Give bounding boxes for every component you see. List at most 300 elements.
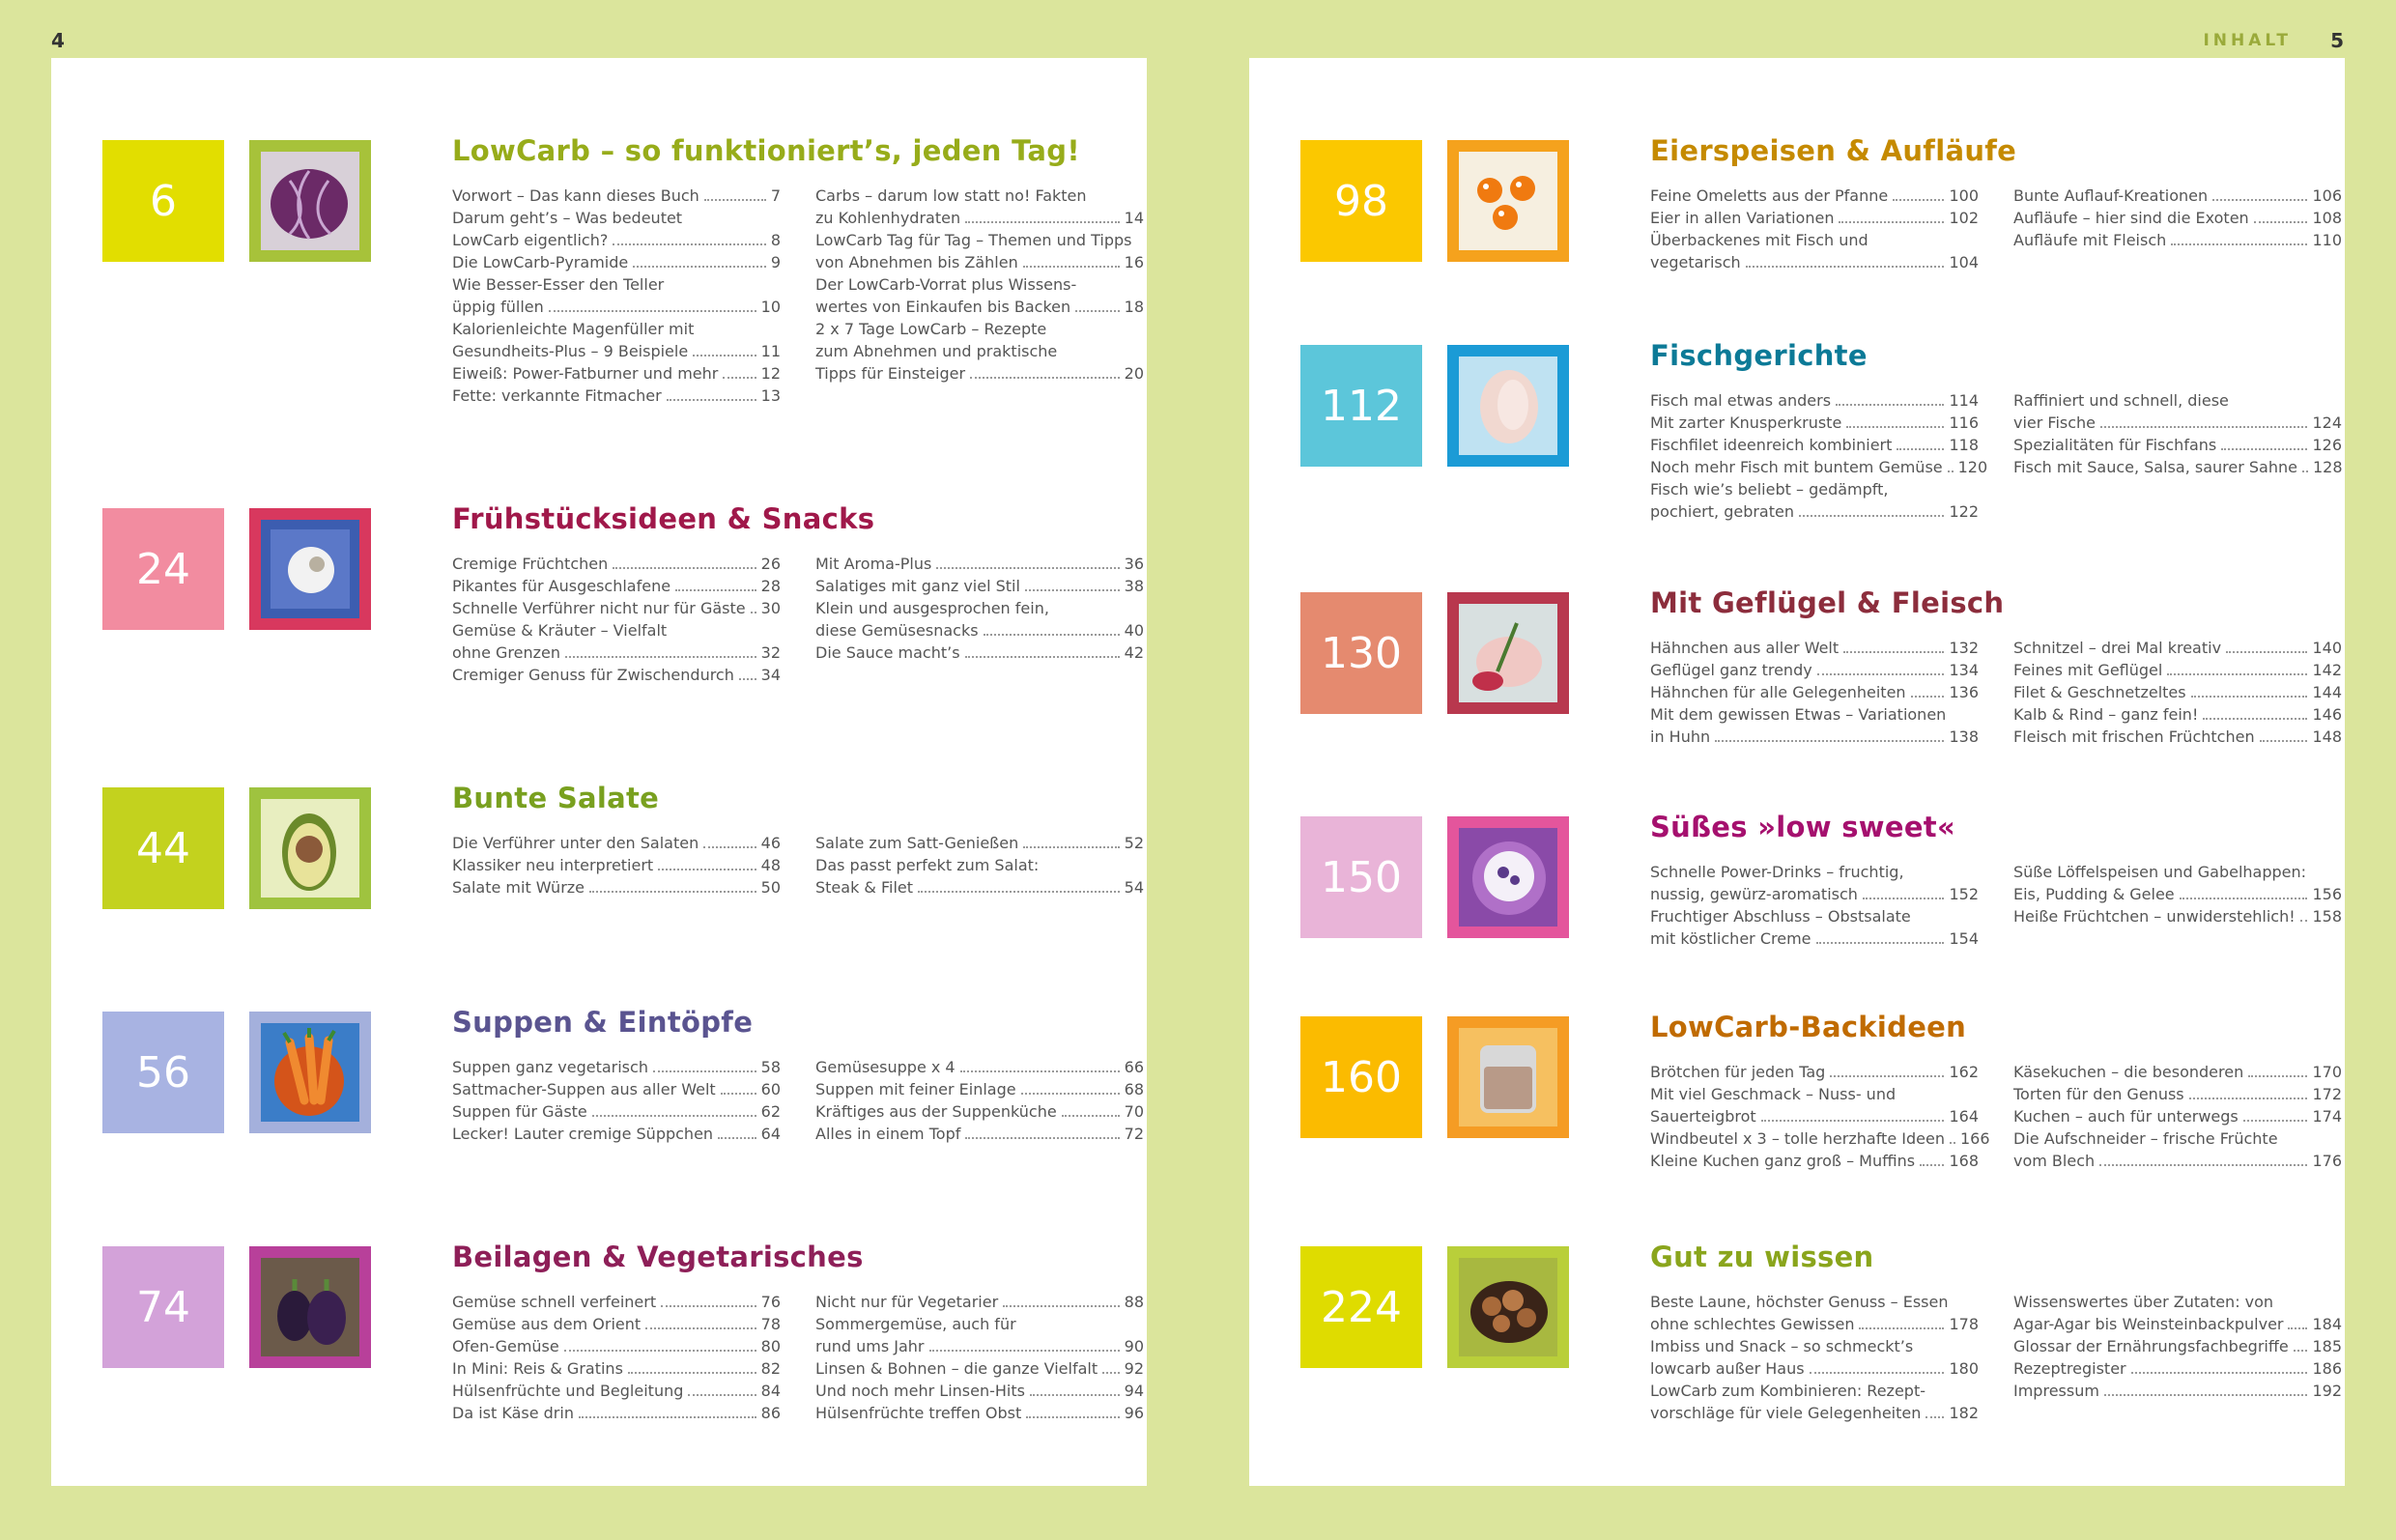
- toc-entry-title: Steak & Filet: [815, 878, 914, 897]
- dot-leader: [2167, 673, 2307, 675]
- toc-entry[interactable]: [1650, 659, 1979, 681]
- dot-leader: [1810, 1372, 1945, 1374]
- page-number-left: 4: [51, 29, 65, 52]
- toc-entry[interactable]: [815, 1357, 1144, 1380]
- dot-leader: [960, 1070, 1120, 1072]
- dot-leader: [1843, 651, 1944, 653]
- dot-leader: [2243, 1120, 2308, 1122]
- toc-entry-page: 46: [760, 834, 781, 852]
- toc-entry[interactable]: [1650, 726, 1979, 748]
- toc-entry[interactable]: [1650, 389, 1979, 412]
- toc-entry[interactable]: [1650, 1380, 1979, 1402]
- toc-entry-title: Mit dem gewissen Etwas – Variationen: [1650, 705, 1947, 724]
- toc-column: [2013, 1061, 2342, 1172]
- dot-leader: [2131, 1372, 2308, 1374]
- toc-entry[interactable]: [2013, 1291, 2342, 1313]
- chapter-page-number[interactable]: 98: [1300, 140, 1422, 262]
- toc-entry-page: 100: [1949, 186, 1979, 205]
- toc-entry-title: Sauerteigbrot: [1650, 1107, 1756, 1126]
- toc-entry[interactable]: [2013, 1061, 2342, 1083]
- toc-entry-title: Kalb & Rind – ganz fein!: [2013, 705, 2199, 724]
- toc-entry[interactable]: [452, 876, 781, 898]
- toc-entry[interactable]: [2013, 1105, 2342, 1127]
- toc-entry-page: 36: [1124, 555, 1144, 573]
- chapter-page-number[interactable]: 44: [102, 787, 224, 909]
- toc-entry-page: 64: [760, 1125, 781, 1143]
- toc-entry[interactable]: [815, 1078, 1144, 1100]
- toc-entry[interactable]: [452, 1056, 781, 1078]
- chapter-page-number[interactable]: 160: [1300, 1016, 1422, 1138]
- dot-leader: [2302, 471, 2308, 472]
- chapter-page-number[interactable]: 56: [102, 1012, 224, 1133]
- toc-section-gut-zu-wissen: [1300, 1241, 2342, 1422]
- toc-entry-title: vom Blech: [2013, 1152, 2096, 1170]
- toc-entry[interactable]: [452, 1291, 781, 1313]
- toc-entry-title: Kalorienleichte Magenfüller mit: [452, 320, 695, 338]
- chapter-page-number[interactable]: 112: [1300, 345, 1422, 467]
- toc-entry[interactable]: [815, 229, 1144, 251]
- toc-entry-title: Kuchen – auch für unterwegs: [2013, 1107, 2239, 1126]
- toc-entry[interactable]: [1650, 905, 1979, 927]
- toc-entry-page: 11: [760, 342, 781, 360]
- toc-entry-title: Impressum: [2013, 1382, 2099, 1400]
- toc-entry-title: Überbackenes mit Fisch und: [1650, 231, 1868, 249]
- dot-leader: [2248, 1075, 2307, 1077]
- chapter-title[interactable]: Mit Geflügel & Fleisch: [1650, 586, 2005, 619]
- chapter-title[interactable]: Bunte Salate: [452, 782, 660, 814]
- dot-leader: [2191, 696, 2308, 698]
- toc-column: [1650, 185, 1979, 273]
- toc-entry-title: Mit zarter Knusperkruste: [1650, 414, 1842, 432]
- toc-entry[interactable]: [1650, 1291, 1979, 1313]
- toc-entry[interactable]: [452, 553, 781, 575]
- toc-entry-page: 118: [1949, 436, 1979, 454]
- toc-entry-title: üppig füllen: [452, 298, 544, 316]
- toc-entry[interactable]: [452, 1402, 781, 1424]
- toc-entry[interactable]: [452, 1313, 781, 1335]
- toc-entry-page: 66: [1124, 1058, 1144, 1076]
- toc-entry[interactable]: [815, 1100, 1144, 1123]
- toc-entry[interactable]: [815, 854, 1144, 876]
- toc-entry-title: Eiweiß: Power-Fatburner und mehr: [452, 364, 719, 383]
- toc-column: [815, 832, 1144, 898]
- dot-leader: [2300, 920, 2308, 922]
- toc-entry-title: Torten für den Genuss: [2013, 1085, 2184, 1103]
- toc-entry[interactable]: [1650, 1150, 1979, 1172]
- dot-leader: [1021, 1093, 1120, 1095]
- toc-column: [2013, 861, 2342, 927]
- dot-leader: [693, 355, 756, 356]
- toc-entry-page: 34: [760, 666, 781, 684]
- toc-entry-page: 170: [2312, 1063, 2342, 1081]
- chapter-title[interactable]: LowCarb – so funktioniert’s, jeden Tag!: [452, 134, 1080, 167]
- dot-leader: [1846, 426, 1944, 428]
- toc-entry-page: 92: [1124, 1359, 1144, 1378]
- chapter-title[interactable]: Eierspeisen & Aufläufe: [1650, 134, 2017, 167]
- toc-entry[interactable]: [2013, 637, 2342, 659]
- dot-leader: [936, 567, 1119, 569]
- dot-leader: [1746, 266, 1945, 268]
- dot-leader: [2100, 426, 2307, 428]
- toc-entry[interactable]: [452, 619, 781, 642]
- toc-entry-page: 26: [760, 555, 781, 573]
- dot-leader: [2189, 1098, 2308, 1099]
- toc-entry-page: 8: [770, 231, 781, 249]
- dot-leader: [965, 221, 1120, 223]
- dot-leader: [645, 1327, 756, 1329]
- toc-section-fru-hstu-cksideen-snacks: [102, 502, 1144, 684]
- toc-entry[interactable]: [815, 340, 1144, 362]
- toc-entry-page: 96: [1124, 1404, 1144, 1422]
- toc-entry[interactable]: [815, 1123, 1144, 1145]
- chapter-title[interactable]: Fischgerichte: [1650, 339, 1868, 372]
- chapter-title[interactable]: Frühstücksideen & Snacks: [452, 502, 875, 535]
- toc-entry[interactable]: [452, 251, 781, 273]
- toc-entry-title: Der LowCarb-Vorrat plus Wissens-: [815, 275, 1077, 294]
- dot-leader: [2260, 740, 2308, 742]
- dot-leader: [2099, 1164, 2307, 1166]
- toc-entry[interactable]: [2013, 861, 2342, 883]
- dot-leader: [1761, 1120, 1945, 1122]
- toc-entry[interactable]: [452, 854, 781, 876]
- toc-entry[interactable]: [452, 832, 781, 854]
- toc-entry[interactable]: [1650, 207, 1979, 229]
- toc-entry-title: ohne schlechtes Gewissen: [1650, 1315, 1855, 1333]
- toc-entry[interactable]: [452, 597, 781, 619]
- toc-entry-page: 13: [760, 386, 781, 405]
- dot-leader: [589, 891, 756, 893]
- toc-entry-page: 162: [1949, 1063, 1979, 1081]
- toc-entry-title: Schnitzel – drei Mal kreativ: [2013, 639, 2222, 657]
- toc-entry[interactable]: [815, 1335, 1144, 1357]
- dot-leader: [2294, 1350, 2308, 1352]
- toc-entry[interactable]: [2013, 456, 2342, 478]
- toc-entry-title: Wissenswertes über Zutaten: von: [2013, 1293, 2274, 1311]
- toc-entry[interactable]: [1650, 251, 1979, 273]
- dot-leader: [703, 846, 756, 848]
- toc-entry-page: 7: [770, 186, 781, 205]
- fish-fillet-icon: [1447, 345, 1569, 467]
- toc-entry[interactable]: [1650, 681, 1979, 703]
- page-number-right: 5: [2330, 29, 2344, 52]
- toc-entry-page: 156: [2312, 885, 2342, 903]
- toc-entry[interactable]: [2013, 659, 2342, 681]
- toc-entry[interactable]: [2013, 726, 2342, 748]
- toc-entry[interactable]: [815, 273, 1144, 296]
- dot-leader: [1799, 515, 1944, 517]
- toc-entry[interactable]: [1650, 1313, 1979, 1335]
- toc-entry-page: 180: [1949, 1359, 1979, 1378]
- dot-leader: [1948, 471, 1954, 472]
- toc-entry-title: Hülsenfrüchte und Begleitung: [452, 1382, 684, 1400]
- chapter-title[interactable]: Beilagen & Vegetarisches: [452, 1241, 864, 1273]
- toc-entry[interactable]: [452, 575, 781, 597]
- toc-entry-page: 166: [1959, 1129, 1990, 1148]
- toc-entry-page: 14: [1124, 209, 1144, 227]
- toc-entry-page: 136: [1949, 683, 1979, 701]
- toc-entry[interactable]: [2013, 1380, 2342, 1402]
- chapter-title[interactable]: Gut zu wissen: [1650, 1241, 1874, 1273]
- dot-leader: [1839, 221, 1944, 223]
- carrots-lentils-icon: [249, 1012, 371, 1133]
- dot-leader: [1026, 1416, 1119, 1418]
- dot-leader: [2254, 221, 2308, 223]
- toc-entry-page: 70: [1124, 1102, 1144, 1121]
- toc-entry-title: rund ums Jahr: [815, 1337, 925, 1355]
- toc-entry[interactable]: [452, 273, 781, 296]
- toc-entry-page: 148: [2312, 727, 2342, 746]
- toc-entry[interactable]: [452, 185, 781, 207]
- toc-entry[interactable]: [1650, 229, 1979, 251]
- eggplant-icon: [249, 1246, 371, 1368]
- toc-entry-title: Sattmacher-Suppen aus aller Welt: [452, 1080, 716, 1098]
- toc-entry[interactable]: [452, 385, 781, 407]
- toc-entry[interactable]: [1650, 434, 1979, 456]
- toc-entry[interactable]: [815, 1313, 1144, 1335]
- toc-entry-page: 176: [2312, 1152, 2342, 1170]
- toc-column: [815, 553, 1144, 664]
- toc-entry-title: LowCarb eigentlich?: [452, 231, 609, 249]
- red-cabbage-icon: [249, 140, 371, 262]
- toc-entry-title: Filet & Geschnetzeltes: [2013, 683, 2186, 701]
- toc-entry[interactable]: [815, 597, 1144, 619]
- toc-entry-title: pochiert, gebraten: [1650, 502, 1794, 521]
- toc-entry[interactable]: [1650, 1402, 1979, 1424]
- toc-entry-page: 16: [1124, 253, 1144, 271]
- toc-section-beilagen-vegetarisches: [102, 1241, 1144, 1422]
- toc-entry[interactable]: [2013, 389, 2342, 412]
- toc-entry[interactable]: [452, 340, 781, 362]
- toc-entry-title: in Huhn: [1650, 727, 1711, 746]
- toc-section-su-es-low-sweet: [1300, 811, 2342, 952]
- toc-entry-title: LowCarb zum Kombinieren: Rezept-: [1650, 1382, 1925, 1400]
- toc-entry-title: Fisch mal etwas anders: [1650, 391, 1832, 410]
- chapter-page-number[interactable]: 224: [1300, 1246, 1422, 1368]
- toc-entry-page: 126: [2312, 436, 2342, 454]
- toc-entry-title: Klein und ausgesprochen fein,: [815, 599, 1049, 617]
- toc-entry[interactable]: [2013, 1127, 2342, 1150]
- toc-entry-title: Raffiniert und schnell, diese: [2013, 391, 2229, 410]
- toc-entry-title: Wie Besser-Esser den Teller: [452, 275, 665, 294]
- dot-leader: [1003, 1305, 1119, 1307]
- chapter-page-number[interactable]: 150: [1300, 816, 1422, 938]
- toc-entry[interactable]: [452, 664, 781, 686]
- toc-entry-title: Süße Löffelspeisen und Gabelhappen:: [2013, 863, 2307, 881]
- toc-entry-title: Vorwort – Das kann dieses Buch: [452, 186, 699, 205]
- toc-entry-page: 158: [2312, 907, 2342, 926]
- dot-leader: [965, 656, 1120, 658]
- toc-entry-page: 185: [2312, 1337, 2342, 1355]
- dot-leader: [2288, 1327, 2307, 1329]
- toc-column: [1650, 637, 1979, 748]
- toc-entry-page: 78: [760, 1315, 781, 1333]
- right-page: [1249, 58, 2345, 1486]
- dot-leader: [661, 1305, 756, 1307]
- toc-entry-page: 18: [1124, 298, 1144, 316]
- toc-entry-page: 132: [1949, 639, 1979, 657]
- toc-entry[interactable]: [815, 1402, 1144, 1424]
- dot-leader: [565, 656, 756, 658]
- dot-leader: [1950, 1142, 1955, 1144]
- dot-leader: [1023, 846, 1119, 848]
- toc-entry-title: Gesundheits-Plus – 9 Beispiele: [452, 342, 689, 360]
- toc-entry[interactable]: [1650, 883, 1979, 905]
- toc-entry[interactable]: [2013, 185, 2342, 207]
- dot-leader: [2226, 651, 2307, 653]
- toc-entry[interactable]: [452, 1357, 781, 1380]
- chapter-title[interactable]: Süßes »low sweet«: [1650, 811, 1955, 843]
- toc-entry[interactable]: [815, 1291, 1144, 1313]
- toc-entry-title: Darum geht’s – Was bedeutet: [452, 209, 683, 227]
- chapter-title[interactable]: Suppen & Eintöpfe: [452, 1006, 754, 1039]
- toc-entry-page: 120: [1957, 458, 1988, 476]
- toc-entry[interactable]: [1650, 1105, 1979, 1127]
- toc-entry[interactable]: [2013, 207, 2342, 229]
- toc-entry[interactable]: [815, 642, 1144, 664]
- toc-entry-title: Hülsenfrüchte treffen Obst: [815, 1404, 1022, 1422]
- toc-section-suppen-einto-pfe: [102, 1006, 1144, 1147]
- toc-entry[interactable]: [2013, 883, 2342, 905]
- dot-leader: [751, 612, 756, 613]
- toc-entry-title: Schnelle Power-Drinks – fruchtig,: [1650, 863, 1904, 881]
- toc-entry-title: Das passt perfekt zum Salat:: [815, 856, 1040, 874]
- toc-entry[interactable]: [815, 1056, 1144, 1078]
- toc-entry[interactable]: [2013, 905, 2342, 927]
- toc-entry-title: Cremiger Genuss für Zwischendurch: [452, 666, 734, 684]
- toc-section-lowcarb-backideen: [1300, 1011, 2342, 1170]
- toc-entry-title: Mit viel Geschmack – Nuss- und: [1650, 1085, 1897, 1103]
- toc-entry[interactable]: [452, 362, 781, 385]
- toc-entry[interactable]: [2013, 1335, 2342, 1357]
- toc-entry[interactable]: [2013, 434, 2342, 456]
- toc-entry[interactable]: [2013, 412, 2342, 434]
- toc-entry-page: 88: [1124, 1293, 1144, 1311]
- toc-entry[interactable]: [2013, 1150, 2342, 1172]
- toc-entry[interactable]: [1650, 1061, 1979, 1083]
- toc-entry[interactable]: [815, 575, 1144, 597]
- toc-entry-title: lowcarb außer Haus: [1650, 1359, 1805, 1378]
- chapter-page-number[interactable]: 130: [1300, 592, 1422, 714]
- toc-entry[interactable]: [2013, 703, 2342, 726]
- chapter-page-number[interactable]: 74: [102, 1246, 224, 1368]
- dot-leader: [1911, 696, 1945, 698]
- toc-entry[interactable]: [2013, 681, 2342, 703]
- toc-entry-title: Tipps für Einsteiger: [815, 364, 966, 383]
- toc-entry[interactable]: [1650, 861, 1979, 883]
- toc-entry[interactable]: [1650, 1357, 1979, 1380]
- dot-leader: [1836, 404, 1944, 406]
- toc-entry[interactable]: [1650, 1127, 1990, 1150]
- toc-column: [1650, 1291, 1979, 1424]
- toc-entry-title: Nicht nur für Vegetarier: [815, 1293, 999, 1311]
- toc-entry-page: 146: [2312, 705, 2342, 724]
- dot-leader: [2203, 718, 2307, 720]
- toc-entry-page: 60: [760, 1080, 781, 1098]
- toc-entry-title: Beste Laune, höchster Genuss – Essen: [1650, 1293, 1949, 1311]
- toc-entry-page: 186: [2312, 1359, 2342, 1378]
- chapter-title[interactable]: LowCarb-Backideen: [1650, 1011, 1967, 1043]
- toc-entry[interactable]: [815, 553, 1144, 575]
- toc-entry[interactable]: [815, 318, 1144, 340]
- toc-entry-title: Ofen-Gemüse: [452, 1337, 559, 1355]
- toc-entry-title: Kräftiges aus der Suppenküche: [815, 1102, 1057, 1121]
- toc-entry[interactable]: [815, 619, 1144, 642]
- toc-entry[interactable]: [815, 207, 1144, 229]
- toc-entry-title: Eis, Pudding & Gelee: [2013, 885, 2175, 903]
- toc-entry-page: 172: [2312, 1085, 2342, 1103]
- toc-entry[interactable]: [452, 296, 781, 318]
- toc-entry-title: Sommergemüse, auch für: [815, 1315, 1016, 1333]
- chapter-page-number[interactable]: 24: [102, 508, 224, 630]
- toc-entry-title: vegetarisch: [1650, 253, 1741, 271]
- toc-entry[interactable]: [2013, 1357, 2342, 1380]
- running-head: INHALT: [2203, 31, 2292, 50]
- toc-entry-title: Klassiker neu interpretiert: [452, 856, 654, 874]
- toc-entry[interactable]: [815, 876, 1144, 898]
- toc-column: [452, 185, 781, 407]
- toc-entry[interactable]: [452, 207, 781, 229]
- toc-entry-page: 62: [760, 1102, 781, 1121]
- toc-entry[interactable]: [1650, 500, 1979, 523]
- toc-entry-page: 182: [1949, 1404, 1979, 1422]
- toc-column: [2013, 389, 2342, 478]
- toc-entry[interactable]: [452, 1123, 781, 1145]
- cream-dessert-icon: [1447, 816, 1569, 938]
- toc-entry-title: Salate zum Satt-Genießen: [815, 834, 1019, 852]
- toc-entry[interactable]: [1650, 1335, 1979, 1357]
- toc-entry-title: Cremige Früchtchen: [452, 555, 609, 573]
- toc-entry[interactable]: [1650, 456, 1988, 478]
- toc-column: [452, 1291, 781, 1424]
- toc-entry[interactable]: [1650, 412, 1979, 434]
- toc-entry[interactable]: [2013, 1313, 2342, 1335]
- toc-entry-page: 134: [1949, 661, 1979, 679]
- toc-entry-page: 192: [2312, 1382, 2342, 1400]
- toc-entry-page: 10: [760, 298, 781, 316]
- toc-entry[interactable]: [1650, 703, 1979, 726]
- toc-entry[interactable]: [452, 229, 781, 251]
- toc-entry[interactable]: [815, 1380, 1144, 1402]
- toc-entry[interactable]: [452, 1078, 781, 1100]
- toc-entry-page: 20: [1124, 364, 1144, 383]
- dot-leader: [1102, 1372, 1120, 1374]
- toc-entry[interactable]: [815, 362, 1144, 385]
- toc-entry[interactable]: [1650, 637, 1979, 659]
- toc-entry[interactable]: [452, 642, 781, 664]
- toc-entry[interactable]: [1650, 1083, 1979, 1105]
- toc-entry[interactable]: [815, 832, 1144, 854]
- toc-entry[interactable]: [452, 1380, 781, 1402]
- toc-entry-page: 48: [760, 856, 781, 874]
- dot-leader: [1025, 589, 1120, 591]
- toc-entry[interactable]: [815, 296, 1144, 318]
- chapter-page-number[interactable]: 6: [102, 140, 224, 262]
- toc-entry-title: Glossar der Ernährungsfachbegriffe: [2013, 1337, 2289, 1355]
- toc-entry[interactable]: [1650, 478, 1979, 500]
- toc-entry[interactable]: [815, 251, 1144, 273]
- dot-leader: [2171, 243, 2307, 245]
- toc-entry[interactable]: [452, 1100, 781, 1123]
- toc-entry[interactable]: [815, 185, 1144, 207]
- dot-leader: [653, 1070, 756, 1072]
- toc-entry[interactable]: [2013, 229, 2342, 251]
- toc-entry[interactable]: [452, 318, 781, 340]
- toc-entry[interactable]: [2013, 1083, 2342, 1105]
- toc-entry[interactable]: [1650, 185, 1979, 207]
- toc-entry[interactable]: [1650, 927, 1979, 950]
- toc-entry-title: vier Fische: [2013, 414, 2096, 432]
- toc-entry[interactable]: [452, 1335, 781, 1357]
